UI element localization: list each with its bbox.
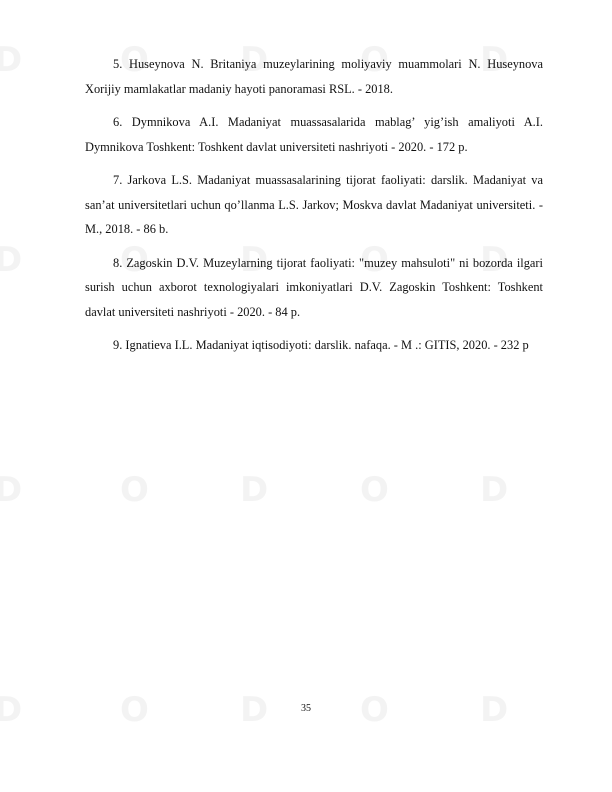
reference-item: 7. Jarkova L.S. Madaniyat muassasalarining tijorat faoliyati: darslik. Madaniyat va san’at universitetlari uchun qo’llanma L.S. Jarkov; Moskva davlat Madaniyat universiteti. - M., 2018. - 86 b. — [85, 173, 543, 236]
page-number: 35 — [301, 703, 311, 714]
reference-item: 9. Ignatieva I.L. Madaniyat iqtisodiyoti: darslik. nafaqa. - M .: GITIS, 2020. - 232 p — [113, 338, 529, 352]
reference-item: 5. Huseynova N. Britaniya muzeylarining moliyaviy muammolari N. Huseynova Xorijiy mamlakatlar madaniy hayoti panoramasi RSL. - 2018. — [85, 57, 543, 96]
references-list — [85, 52, 543, 367]
reference-item: 8. Zagoskin D.V. Muzeylarning tijorat faoliyati: "muzey mahsuloti" ni bozorda ilgari surish uchun axborot texnologiyalari imkoniyatlari D.V. Zagoskin Toshkent: Toshkent davlat universiteti nashriyoti - 2020. - 84 p. — [85, 255, 543, 319]
reference-item: 6. Dymnikova A.I. Madaniyat muassasalarida mablag’ yig’ish amaliyoti A.I. Dymnikova Toshkent: Toshkent davlat universiteti nashriyoti - 2020. - 172 p. — [85, 115, 543, 154]
